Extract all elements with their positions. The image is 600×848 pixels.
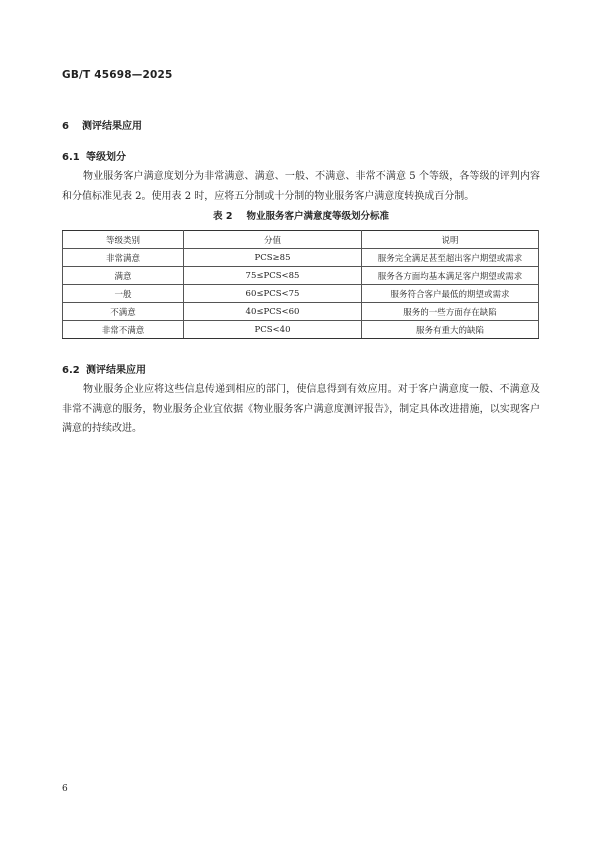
section-number: 6 (62, 121, 69, 132)
table-caption (62, 208, 540, 222)
description-cell: 服务各方面均基本满足客户期望或需求 (362, 267, 539, 285)
table-caption-title: 物业服务客户满意度等级划分标准 (246, 211, 389, 222)
description-cell: 服务符合客户最低的期望或需求 (362, 285, 539, 303)
score-cell: PCS≥85 (184, 249, 362, 267)
description-cell: 服务的一些方面存在缺陷 (362, 303, 539, 321)
section-title: 测评结果应用 (82, 121, 142, 132)
satisfaction-grade-table (62, 230, 539, 339)
table-caption-number: 表 2 (213, 211, 233, 222)
header-score: 分值 (184, 231, 362, 249)
score-cell: 75≤PCS<85 (184, 267, 362, 285)
description-cell: 服务完全满足甚至超出客户期望或需求 (362, 249, 539, 267)
score-cell: 40≤PCS<60 (184, 303, 362, 321)
table-row (63, 267, 539, 285)
description-cell: 服务有重大的缺陷 (362, 321, 539, 339)
table-row (63, 249, 539, 267)
grade-cell: 一般 (63, 285, 184, 303)
header-grade-category: 等级类别 (63, 231, 184, 249)
section-6-2-paragraph: 物业服务企业应将这些信息传递到相应的部门，使信息得到有效应用。对于客户满意度一般、不满意及非常不满意的服务，物业服务企业宜依据《物业服务客户满意度测评报告》，制定具体改进措施，以实现客户满意的持续改进。 (62, 384, 540, 434)
section-title: 测评结果应用 (86, 365, 146, 376)
grade-cell: 不满意 (63, 303, 184, 321)
table-row (63, 303, 539, 321)
section-number: 6.1 (62, 152, 80, 163)
table-header-row (63, 231, 539, 249)
grade-cell: 非常满意 (63, 249, 184, 267)
section-title: 等级划分 (86, 152, 126, 163)
table-row (63, 285, 539, 303)
score-cell: PCS<40 (184, 321, 362, 339)
score-cell: 60≤PCS<75 (184, 285, 362, 303)
table-row (63, 321, 539, 339)
section-6-heading (62, 117, 142, 132)
grade-cell: 非常不满意 (63, 321, 184, 339)
grade-cell: 满意 (63, 267, 184, 285)
section-6-1-paragraph: 物业服务客户满意度划分为非常满意、满意、一般、不满意、非常不满意 5 个等级，各等级的评判内容和分值标准见表 2。使用表 2 时，应将五分制或十分制的物业服务客户满意度转换成百分制。 (62, 171, 540, 202)
standard-code: GB/T 45698—2025 (62, 69, 173, 81)
section-6-2-heading (62, 361, 146, 376)
page-number: 6 (62, 784, 68, 794)
section-6-1-heading (62, 148, 126, 163)
header-description: 说明 (362, 231, 539, 249)
section-number: 6.2 (62, 365, 80, 376)
